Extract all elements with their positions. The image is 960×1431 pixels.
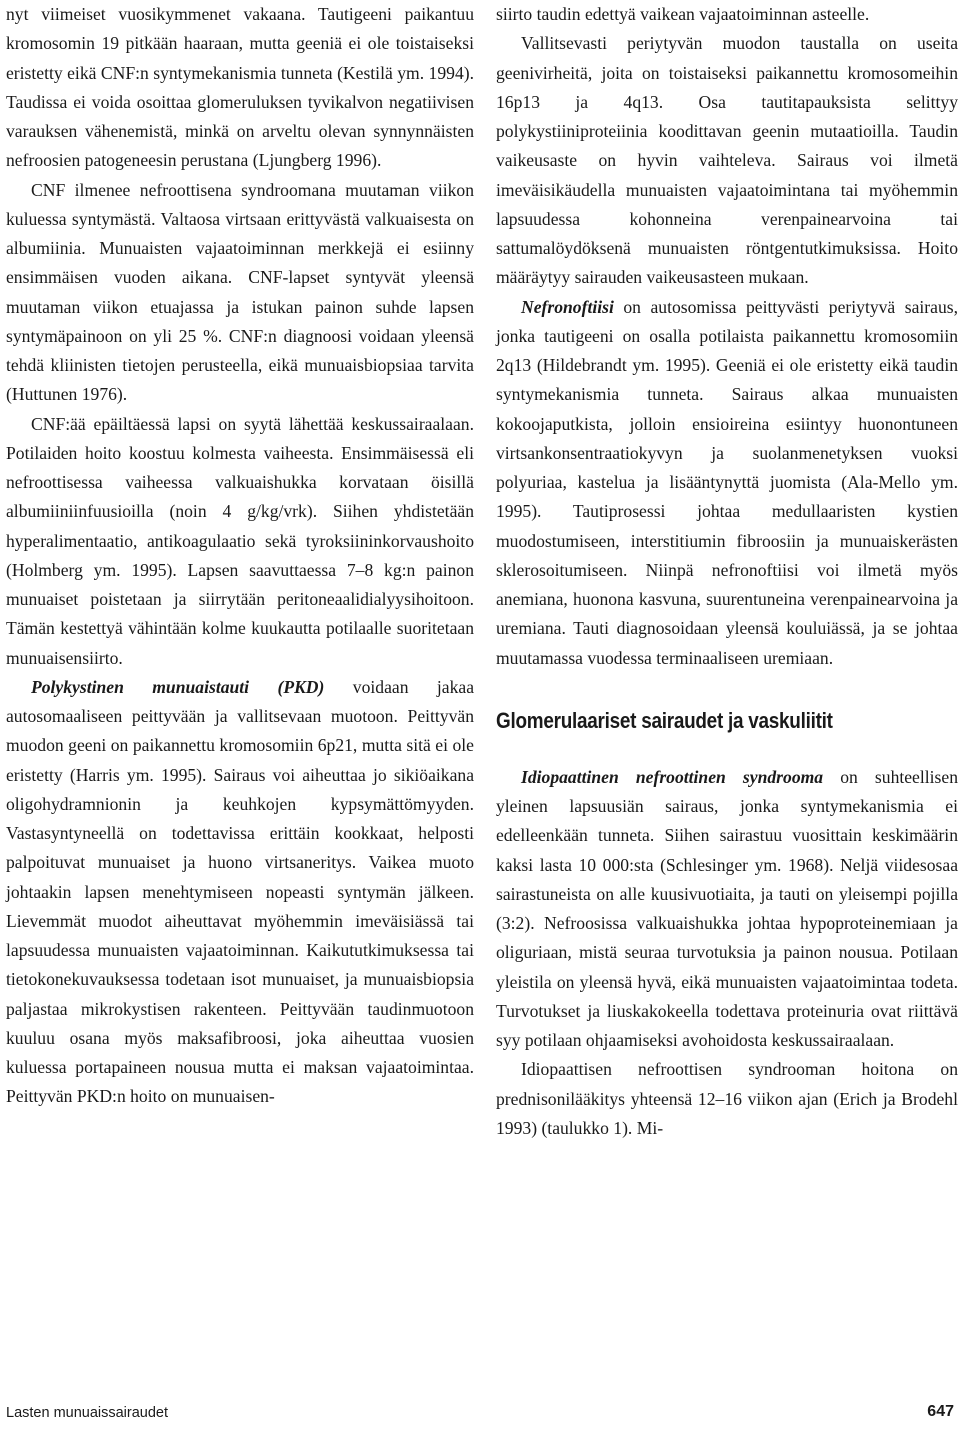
paragraph-text: voidaan jakaa autosomaaliseen peittyvään ja vallitsevaan muotoon. Peittyvän muodon geeni on paikannettu kromosomiin 6p21, mutta sitä ei ole eristetty (Harris ym. 1995). Sairaus voi aiheuttaa jo sikiöaikana oligohydramnionin ja keuhkojen kypsymättömyyden. Vastasyntyneellä on todettavissa erittäin kookkaat, helposti palpoituvat munuaiset ja huono virtsaneritys. Vaikea muoto johtaakin lapsen menehtymiseen nopeasti syntymän jälkeen. Lievemmät muodot aiheuttavat myöhemmin imeväisiässä tai lapsuudessa munuaisten vajaatoiminnan. Kaikututkimuksessa tai tietokonekuvauksessa todetaan isot munuaiset, ja munuaisbiopsia paljastaa mikrokystisen rakenteen. Peittyvään taudinmuotoon kuuluu osana myös maksafibroosi, joka aiheuttaa vuosien kuluessa portapaineen nousua mutta ei maksan vajaatoimintaa. Peittyvän PKD:n hoito on munuaisen-	[6, 676, 475, 1107]
paragraph-text: on suhteellisen yleinen lapsuusiän sairaus, jonka syntymekanismia ei edelleenkään tunneta. Siihen sairastuu vuosittain keskimäärin kaksi lasta 10 000:sta (Schlesinger ym. 1968). Neljä viidesosaa sairastuneista on alle kuusivuotiaita, ja tauti on yleisempi pojilla (3:2). Nefroosissa valkuaishukka johtaa hypoproteinemiaan ja oliguriaan, mistä seuraa turvotuksia ja painon nousua. Potilaan yleistila on yleensä hyvä, eikä munuaisten vajaatoimintaa todeta. Turvotukset ja liuskakokeella todettava proteinuria ovat riittävä syy potilaan ohjaamiseksi avohoidosta keskussairaalaan.	[496, 766, 958, 1050]
paragraph-text: on autosomissa peittyvästi periytyvä sairaus, jonka tautigeeni on osalla potilaista paikannettu kromosomiin 2q13 (Hildebrandt ym. 1995). Geeniä ei ole eristetty eikä taudin syntymekanismia tunneta. Sairaus alkaa munuaisten kokoojaputkista, jolloin ensioireina esiintyy huonontuneen virtsankonsentraatiokyvyn ja suolanmenetyksen vuoksi polyuriaa, kastelua ja lisääntynyttä juomista (Ala-Mello ym. 1995). Tautiprosessi johtaa medullaaristen kystien muodostumiseen, interstitiumin fibroosiin ja munuaiskerästen sklerosoitumiseen. Niinpä nefronoftiisi voi ilmetä myös anemiana, huonona kasvuna, suurentuneina verenpainearvoina ja uremiana. Tauti diagnosoidaan yleensä kouluiässä, ja se johtaa muutamassa vuodessa terminaaliseen uremiaan.	[496, 296, 958, 668]
term-nefronoftiisi: Nefronoftiisi	[521, 296, 614, 317]
paragraph	[6, 673, 474, 1112]
term-idiopaattinen: Idiopaattinen nefroottinen syndrooma	[521, 766, 824, 787]
paragraph: siirto taudin edettyä vaikean vajaatoiminnan asteelle.	[496, 4, 870, 24]
paragraph	[496, 763, 958, 1056]
page-number: 647	[927, 1403, 954, 1420]
footer-title: Lasten munuaissairaudet	[6, 1405, 169, 1421]
term-polykystinen: Polykystinen munuaistauti (PKD)	[31, 676, 325, 697]
left-column	[6, 0, 474, 1112]
paragraph: Idiopaattisen nefroottisen syndrooman hoitona on prednisonilääkitys yhteensä 12–16 viikon ajan (Erich ja Brodehl 1993) (taulukko 1). Mi-	[496, 1059, 958, 1138]
paragraph: nyt viimeiset vuosikymmenet vakaana. Tautigeeni paikantuu kromosomin 19 pitkään haaraan, mutta geeniä ei ole toistaiseksi eristetty eikä CNF:n syntymekanismia tunneta (Kestilä ym. 1994). Taudissa ei voida osoittaa glomeruluksen tyvikalvon negatiivisen varauksen vähenemistä, minkä on arveltu olevan synnynnäisten nefroosien patogeneesin perustana (Ljungberg 1996).	[6, 4, 474, 171]
paragraph: CNF ilmenee nefroottisena syndroomana muutaman viikon kuluessa syntymästä. Valtaosa virtsaan erittyvästä valkuaisesta on albumiinia. Munuaisten vajaatoiminnan merkkejä ei esiinny ensimmäisen vuoden aikana. CNF-lapset syntyvät yleensä muutaman viikon etuajassa ja istukan painon suhde lapsen syntymäpainoon on yli 25 %. CNF:n diagnoosi voidaan yleensä tehdä kliinisten tietojen perusteella, eikä munuaisbiopsiaa tarvita (Huttunen 1976).	[6, 179, 474, 405]
right-column	[496, 0, 958, 1143]
paragraph: Vallitsevasti periytyvän muodon taustalla on useita geenivirheitä, joita on toistaiseksi paikannettu kromosomeihin 16p13 ja 4q13. Osa tautitapauksista selittyy polykystiiniproteiinia koodittavan geenin mutaatioilla. Taudin vaikeusaste on hyvin vaihteleva. Sairaus voi ilmetä imeväisikäudella munuaisten vajaatoimintana tai myöhemmin lapsuudessa kohonneina verenpainearvoina tai sattumalöydöksenä munuaisten röntgentutkimuksissa. Hoito määräytyy sairauden vaikeusasteen mukaan.	[496, 33, 958, 288]
paragraph: CNF:ää epäiltäessä lapsi on syytä lähettää keskussairaalaan. Potilaiden hoito koostuu kolmesta vaiheesta. Ensimmäisessä eli nefroottisessa vaiheessa valkuaishukka korvataan öisillä albumiiniinfuusioilla (noin 4 g/kg/vrk). Siihen yhdistetään hyperalimentaatio, antikoagulaatio sekä tyroksiininkorvaushoito (Holmberg ym. 1995). Lapsen saavuttaessa 7–8 kg:n painon munuaiset poistetaan ja siirrytään peritoneaalidialyysihoitoon. Tämän kestettyä vähintään kolme kuukautta potilaalle suoritetaan munuaisensiirto.	[6, 413, 474, 668]
paragraph	[496, 293, 958, 673]
section-heading: Glomerulaariset sairaudet ja vaskuliitit	[496, 707, 833, 733]
